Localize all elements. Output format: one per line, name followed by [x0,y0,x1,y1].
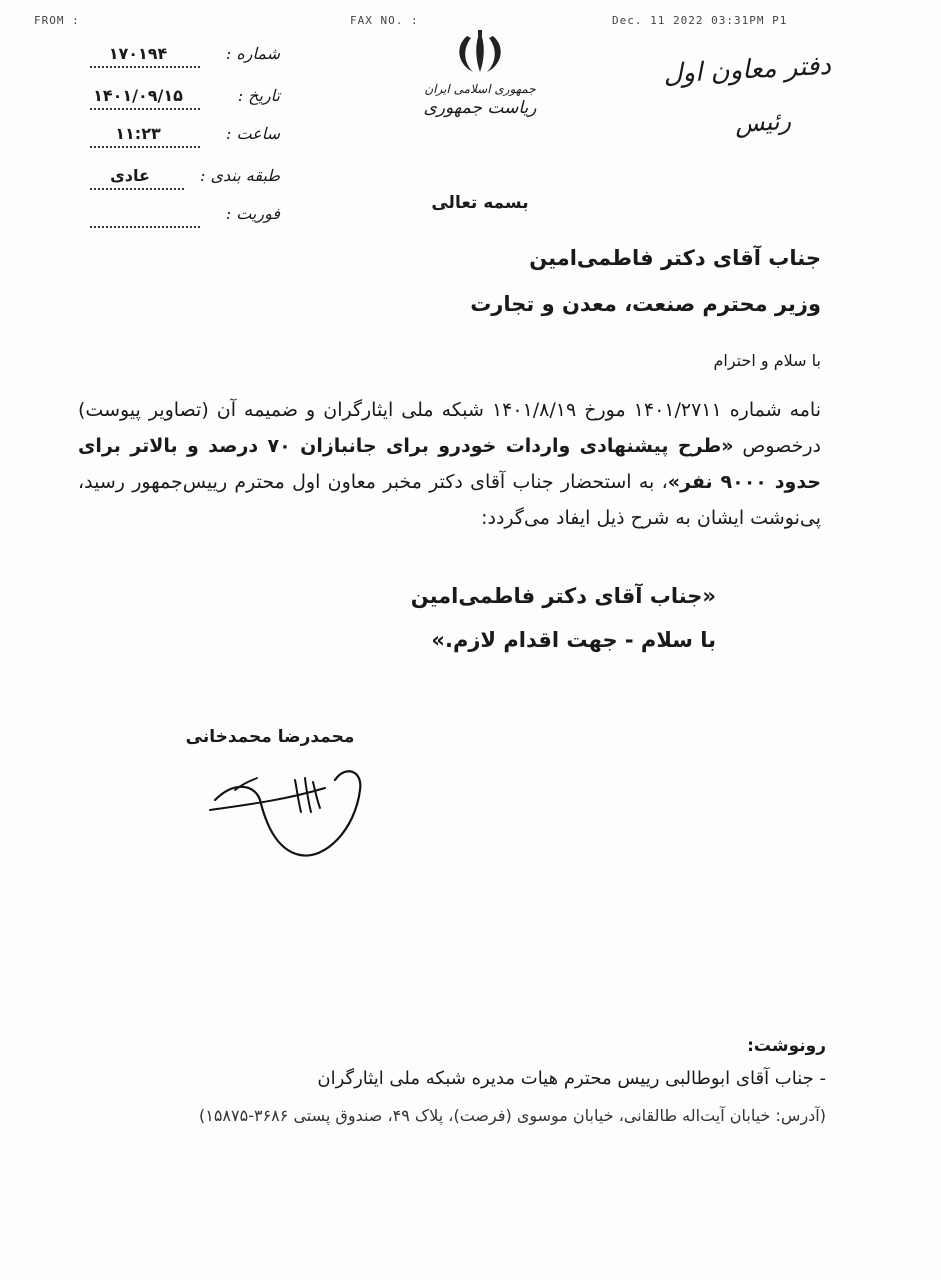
fax-number: FAX NO. : [350,14,419,27]
body-subject: «طرح پیشنهادی واردات خودرو برای جانبازان ۷۰ درصد و بالاتر برای حدود ۹۰۰۰ نفر» [78,435,821,493]
meta-time-value: ۱۱:۲۳ [115,124,161,143]
quote-line-2: با سلام - جهت اقدام لازم.» [431,628,716,652]
recipient-title: وزیر محترم صنعت، معدن و تجارت [470,292,821,316]
quote-line-1: «جناب آقای دکتر فاطمی‌امین [410,584,716,608]
signer-name: محمدرضا محمدخانی [185,727,355,747]
meta-urgency [80,204,280,234]
meta-classification [80,166,280,196]
body-text-end: ، به استحضار جناب آقای دکتر مخبر معاون اول محترم رییس‌جمهور رسید، پی‌نوشت ایشان به شرح ذیل ایفاد می‌گردد: [78,471,821,529]
meta-number-value: ۱۷۰۱۹۴ [108,44,168,63]
fax-from: FROM : [34,14,80,27]
meta-class-label: طبقه بندی : [200,166,280,185]
greeting: با سلام و احترام [713,351,821,370]
emblem-presidency: ریاست جمهوری [423,98,537,118]
meta-date-value: ۱۴۰۱/۰۹/۱۵ [93,86,183,105]
body-paragraph [78,392,821,536]
meta-date [80,86,280,116]
cc-address: (آدرس: خیابان آیت‌اله طالقانی، خیابان موسوی (فرصت)، پلاک ۴۹، صندوق پستی ۳۶۸۶-۱۵۸۷۵) [198,1106,826,1125]
emblem [410,28,550,118]
office-role: رئیس [733,106,792,139]
meta-time-label: ساعت : [225,124,280,143]
meta-class-value: عادی [110,166,150,185]
meta-date-label: تاریخ : [237,86,280,105]
signature-icon [205,760,375,865]
emblem-country: جمهوری اسلامی ایران [424,82,536,96]
meta-number [80,44,280,74]
basmala: بسمه تعالی [431,193,529,213]
meta-time [80,124,280,154]
iran-emblem-icon [445,28,515,76]
fax-datetime: Dec. 11 2022 03:31PM P1 [612,14,788,27]
office-title: دفتر معاون اول [662,50,832,90]
meta-number-label: شماره : [225,44,280,63]
body-text-start: نامه شماره ۱۴۰۱/۲۷۱۱ مورخ ۱۴۰۱/۸/۱۹ شبکه ملی ایثارگران و ضمیمه آن (تصاویر پیوست) درخصوص [78,399,822,457]
meta-urgency-label: فوریت : [225,204,280,223]
cc-title: رونوشت: [747,1036,826,1056]
recipient-name: جناب آقای دکتر فاطمی‌امین [529,246,821,270]
cc-item-1: - جناب آقای ابوطالبی رییس محترم هیات مدیره شبکه ملی ایثارگران [317,1068,826,1089]
